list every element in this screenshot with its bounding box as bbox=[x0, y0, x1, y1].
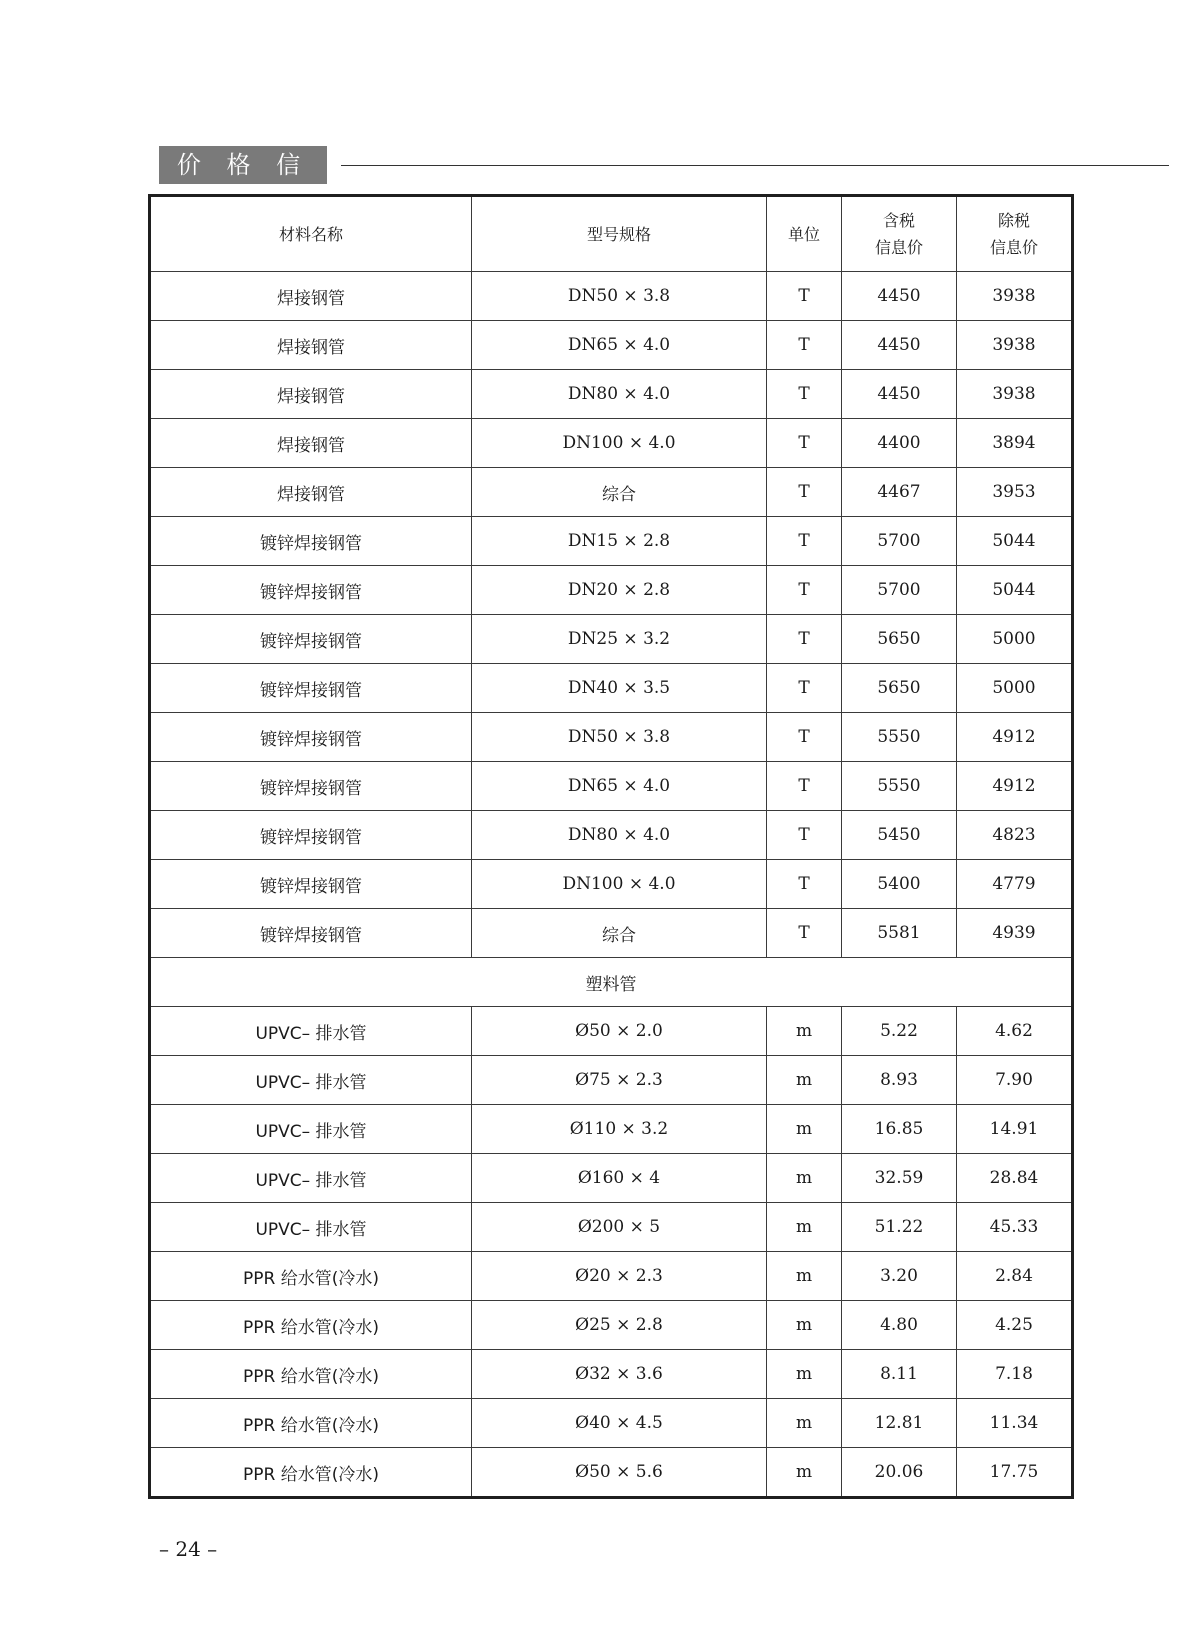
cell-unit: m bbox=[767, 1448, 842, 1498]
cell-unit: T bbox=[767, 762, 842, 811]
section-title: 价 格 信 息 bbox=[159, 146, 327, 184]
column-header-spec: 型号规格 bbox=[472, 196, 767, 272]
cell-unit: m bbox=[767, 1350, 842, 1399]
cell-price-notax: 5000 bbox=[957, 615, 1073, 664]
table-row bbox=[150, 860, 1073, 909]
cell-unit: T bbox=[767, 860, 842, 909]
cell-name: PPR 给水管(冷水) bbox=[150, 1399, 472, 1448]
cell-name: 焊接钢管 bbox=[150, 370, 472, 419]
cell-price-notax: 3953 bbox=[957, 468, 1073, 517]
cell-spec: DN65 × 4.0 bbox=[472, 762, 767, 811]
column-header-name: 材料名称 bbox=[150, 196, 472, 272]
cell-spec: Ø50 × 2.0 bbox=[472, 1007, 767, 1056]
cell-unit: T bbox=[767, 909, 842, 958]
cell-name: UPVC– 排水管 bbox=[150, 1154, 472, 1203]
cell-price-notax: 5044 bbox=[957, 517, 1073, 566]
cell-price-notax: 4912 bbox=[957, 762, 1073, 811]
cell-price-tax: 16.85 bbox=[842, 1105, 957, 1154]
cell-price-tax: 5550 bbox=[842, 762, 957, 811]
cell-unit: m bbox=[767, 1252, 842, 1301]
cell-unit: T bbox=[767, 664, 842, 713]
cell-price-notax: 3938 bbox=[957, 370, 1073, 419]
table-row bbox=[150, 370, 1073, 419]
cell-spec: Ø40 × 4.5 bbox=[472, 1399, 767, 1448]
cell-unit: T bbox=[767, 517, 842, 566]
cell-spec: DN80 × 4.0 bbox=[472, 811, 767, 860]
cell-spec: Ø32 × 3.6 bbox=[472, 1350, 767, 1399]
table-row bbox=[150, 1448, 1073, 1498]
cell-price-tax: 5650 bbox=[842, 664, 957, 713]
cell-price-notax: 3894 bbox=[957, 419, 1073, 468]
cell-price-notax: 2.84 bbox=[957, 1252, 1073, 1301]
cell-price-notax: 14.91 bbox=[957, 1105, 1073, 1154]
cell-name: 镀锌焊接钢管 bbox=[150, 860, 472, 909]
cell-price-notax: 4912 bbox=[957, 713, 1073, 762]
cell-price-tax: 5700 bbox=[842, 566, 957, 615]
column-header-price-notax bbox=[957, 196, 1073, 272]
cell-price-tax: 5700 bbox=[842, 517, 957, 566]
cell-spec: Ø110 × 3.2 bbox=[472, 1105, 767, 1154]
table-row bbox=[150, 321, 1073, 370]
cell-spec: Ø25 × 2.8 bbox=[472, 1301, 767, 1350]
cell-spec: Ø20 × 2.3 bbox=[472, 1252, 767, 1301]
cell-price-tax: 5450 bbox=[842, 811, 957, 860]
cell-spec: DN100 × 4.0 bbox=[472, 419, 767, 468]
cell-name: PPR 给水管(冷水) bbox=[150, 1448, 472, 1498]
cell-unit: T bbox=[767, 419, 842, 468]
cell-unit: T bbox=[767, 272, 842, 321]
table-row bbox=[150, 1350, 1073, 1399]
cell-unit: T bbox=[767, 321, 842, 370]
cell-name: 镀锌焊接钢管 bbox=[150, 517, 472, 566]
price-tax-label-line1: 含税 bbox=[882, 211, 915, 230]
cell-price-tax: 51.22 bbox=[842, 1203, 957, 1252]
cell-unit: m bbox=[767, 1007, 842, 1056]
cell-unit: T bbox=[767, 468, 842, 517]
cell-price-tax: 4450 bbox=[842, 321, 957, 370]
cell-price-tax: 8.93 bbox=[842, 1056, 957, 1105]
cell-name: 焊接钢管 bbox=[150, 419, 472, 468]
cell-price-notax: 11.34 bbox=[957, 1399, 1073, 1448]
cell-unit: m bbox=[767, 1203, 842, 1252]
cell-price-tax: 20.06 bbox=[842, 1448, 957, 1498]
cell-spec: DN50 × 3.8 bbox=[472, 713, 767, 762]
cell-price-notax: 5044 bbox=[957, 566, 1073, 615]
table-row bbox=[150, 1399, 1073, 1448]
cell-price-notax: 4823 bbox=[957, 811, 1073, 860]
cell-unit: T bbox=[767, 370, 842, 419]
table-row bbox=[150, 1056, 1073, 1105]
cell-unit: T bbox=[767, 811, 842, 860]
cell-name: UPVC– 排水管 bbox=[150, 1007, 472, 1056]
cell-name: PPR 给水管(冷水) bbox=[150, 1252, 472, 1301]
table-row bbox=[150, 762, 1073, 811]
cell-name: 镀锌焊接钢管 bbox=[150, 713, 472, 762]
cell-unit: m bbox=[767, 1399, 842, 1448]
table-row bbox=[150, 1252, 1073, 1301]
table-row bbox=[150, 909, 1073, 958]
page-number: – 24 – bbox=[159, 1537, 218, 1561]
cell-price-tax: 3.20 bbox=[842, 1252, 957, 1301]
cell-price-tax: 4400 bbox=[842, 419, 957, 468]
cell-name: UPVC– 排水管 bbox=[150, 1056, 472, 1105]
table-row bbox=[150, 1203, 1073, 1252]
cell-name: 镀锌焊接钢管 bbox=[150, 909, 472, 958]
cell-spec: DN25 × 3.2 bbox=[472, 615, 767, 664]
cell-unit: m bbox=[767, 1056, 842, 1105]
cell-price-notax: 17.75 bbox=[957, 1448, 1073, 1498]
section-row bbox=[150, 958, 1073, 1007]
column-header-price-tax bbox=[842, 196, 957, 272]
cell-name: 镀锌焊接钢管 bbox=[150, 811, 472, 860]
cell-unit: m bbox=[767, 1105, 842, 1154]
cell-spec: DN100 × 4.0 bbox=[472, 860, 767, 909]
cell-price-notax: 3938 bbox=[957, 272, 1073, 321]
cell-name: 焊接钢管 bbox=[150, 321, 472, 370]
cell-spec: Ø75 × 2.3 bbox=[472, 1056, 767, 1105]
cell-spec: DN80 × 4.0 bbox=[472, 370, 767, 419]
table-row bbox=[150, 1154, 1073, 1203]
cell-name: 焊接钢管 bbox=[150, 468, 472, 517]
cell-price-notax: 4.25 bbox=[957, 1301, 1073, 1350]
cell-price-notax: 3938 bbox=[957, 321, 1073, 370]
cell-name: 镀锌焊接钢管 bbox=[150, 566, 472, 615]
cell-name: UPVC– 排水管 bbox=[150, 1203, 472, 1252]
cell-unit: T bbox=[767, 615, 842, 664]
cell-spec: DN15 × 2.8 bbox=[472, 517, 767, 566]
cell-unit: m bbox=[767, 1154, 842, 1203]
cell-spec: DN50 × 3.8 bbox=[472, 272, 767, 321]
cell-name: 镀锌焊接钢管 bbox=[150, 762, 472, 811]
price-notax-label-line2: 信息价 bbox=[989, 238, 1038, 257]
cell-price-tax: 8.11 bbox=[842, 1350, 957, 1399]
cell-price-notax: 5000 bbox=[957, 664, 1073, 713]
table-row bbox=[150, 468, 1073, 517]
cell-price-notax: 4.62 bbox=[957, 1007, 1073, 1056]
table-row bbox=[150, 566, 1073, 615]
cell-price-tax: 5400 bbox=[842, 860, 957, 909]
table-row bbox=[150, 664, 1073, 713]
cell-name: 镀锌焊接钢管 bbox=[150, 664, 472, 713]
cell-price-notax: 7.90 bbox=[957, 1056, 1073, 1105]
cell-spec: Ø50 × 5.6 bbox=[472, 1448, 767, 1498]
cell-spec: Ø160 × 4 bbox=[472, 1154, 767, 1203]
cell-spec: 综合 bbox=[472, 909, 767, 958]
cell-spec: 综合 bbox=[472, 468, 767, 517]
cell-price-notax: 45.33 bbox=[957, 1203, 1073, 1252]
cell-spec: DN40 × 3.5 bbox=[472, 664, 767, 713]
cell-price-tax: 12.81 bbox=[842, 1399, 957, 1448]
cell-price-tax: 5550 bbox=[842, 713, 957, 762]
cell-price-tax: 5581 bbox=[842, 909, 957, 958]
price-notax-label-line1: 除税 bbox=[997, 211, 1030, 230]
price-tax-label-line2: 信息价 bbox=[874, 238, 923, 257]
cell-price-tax: 4450 bbox=[842, 272, 957, 321]
table-row bbox=[150, 1105, 1073, 1154]
cell-price-tax: 4.80 bbox=[842, 1301, 957, 1350]
table-row bbox=[150, 517, 1073, 566]
cell-spec: DN65 × 4.0 bbox=[472, 321, 767, 370]
table-row bbox=[150, 1301, 1073, 1350]
table-header-row bbox=[150, 196, 1073, 272]
cell-price-tax: 5650 bbox=[842, 615, 957, 664]
section-label: 塑料管 bbox=[150, 958, 1073, 1007]
cell-price-notax: 4779 bbox=[957, 860, 1073, 909]
table-row bbox=[150, 811, 1073, 860]
cell-unit: T bbox=[767, 713, 842, 762]
cell-price-tax: 4467 bbox=[842, 468, 957, 517]
cell-spec: DN20 × 2.8 bbox=[472, 566, 767, 615]
cell-name: PPR 给水管(冷水) bbox=[150, 1350, 472, 1399]
section-header bbox=[159, 146, 1169, 217]
cell-price-notax: 4939 bbox=[957, 909, 1073, 958]
table-row bbox=[150, 272, 1073, 321]
table-row bbox=[150, 419, 1073, 468]
cell-price-tax: 32.59 bbox=[842, 1154, 957, 1203]
header-divider bbox=[341, 165, 1169, 166]
cell-price-tax: 5.22 bbox=[842, 1007, 957, 1056]
table-row bbox=[150, 713, 1073, 762]
cell-price-notax: 28.84 bbox=[957, 1154, 1073, 1203]
price-table bbox=[148, 194, 1074, 1499]
cell-price-tax: 4450 bbox=[842, 370, 957, 419]
cell-name: 镀锌焊接钢管 bbox=[150, 615, 472, 664]
table-row bbox=[150, 615, 1073, 664]
cell-price-notax: 7.18 bbox=[957, 1350, 1073, 1399]
cell-unit: T bbox=[767, 566, 842, 615]
cell-unit: m bbox=[767, 1301, 842, 1350]
cell-spec: Ø200 × 5 bbox=[472, 1203, 767, 1252]
cell-name: PPR 给水管(冷水) bbox=[150, 1301, 472, 1350]
column-header-unit: 单位 bbox=[767, 196, 842, 272]
cell-name: UPVC– 排水管 bbox=[150, 1105, 472, 1154]
cell-name: 焊接钢管 bbox=[150, 272, 472, 321]
table-row bbox=[150, 1007, 1073, 1056]
